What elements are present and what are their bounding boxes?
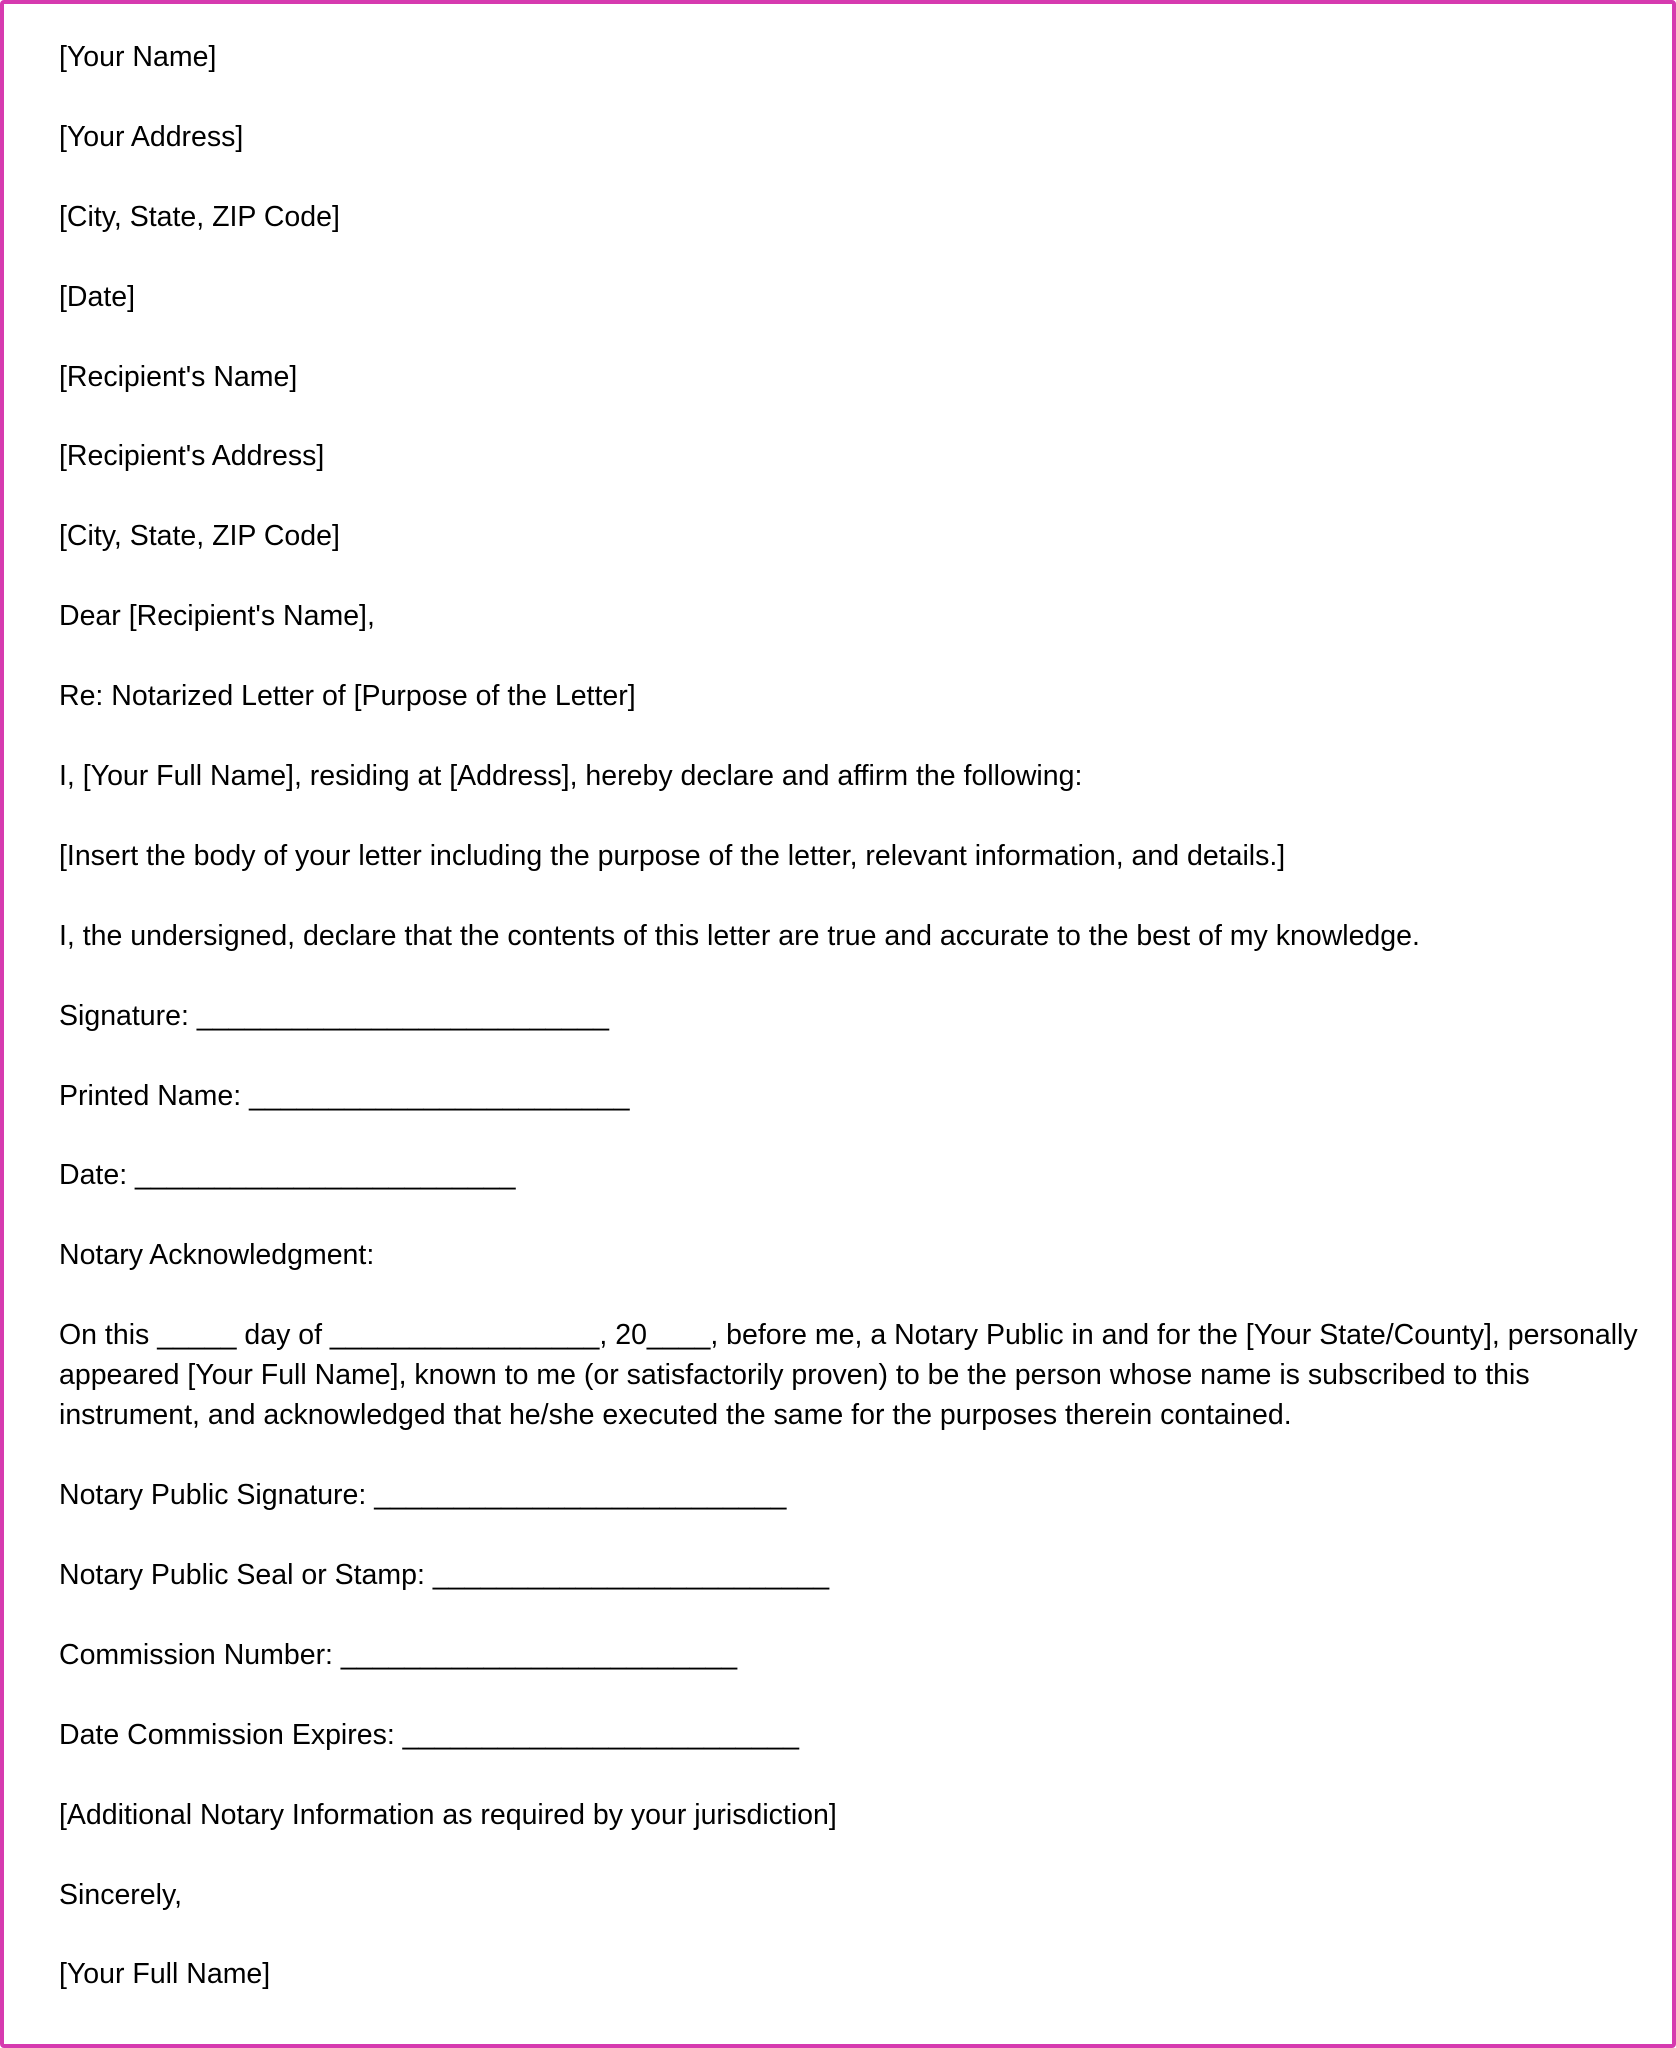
recipient-name: [Recipient's Name] [59,360,298,393]
sender-city: [City, State, ZIP Code] [59,200,340,233]
sign-date-line: Date: ________________________ [59,1159,516,1192]
subject-line: Re: Notarized Letter of [Purpose of the Letter] [59,680,636,713]
affirmation: I, the undersigned, declare that the contents of this letter are true and accurate to the best of my knowledge. [59,919,1420,952]
salutation: Dear [Recipient's Name], [59,600,375,633]
letter-date: [Date] [59,280,136,313]
printed-name-line: Printed Name: ________________________ [59,1079,630,1112]
sender-name: [Your Name] [59,41,217,73]
notary-acknowledgment-text: On this _____ day of _________________, 20____, before me, a Notary Public in and for the [Your State/County], personally appeared [Your Full Name], known to me (or satisfactorily proven) to be the person whose name is subscribed to this instrument, and acknowledged that he/she executed the same for the purposes therein contained. [59,1319,1646,1432]
letter-body: [Insert the body of your letter including the purpose of the letter, relevant information, and details.] [59,839,1286,872]
notary-heading: Notary Acknowledgment: [59,1239,375,1272]
letter-document [59,37,1646,2034]
signature-line: Signature: __________________________ [59,999,609,1032]
closing: Sincerely, [59,1878,183,1911]
notary-signature-line: Notary Public Signature: __________________________ [59,1479,787,1512]
closing-name: [Your Full Name] [59,1958,271,1991]
sender-address: [Your Address] [59,120,244,153]
commission-number-line: Commission Number: _________________________ [59,1638,738,1671]
commission-expires-line: Date Commission Expires: _________________________ [59,1718,799,1751]
recipient-city: [City, State, ZIP Code] [59,520,340,553]
recipient-address: [Recipient's Address] [59,440,325,473]
declaration: I, [Your Full Name], residing at [Address], hereby declare and affirm the following: [59,760,1083,793]
notary-seal-line: Notary Public Seal or Stamp: _________________________ [59,1559,830,1592]
additional-info: [Additional Notary Information as required by your jurisdiction] [59,1798,837,1831]
